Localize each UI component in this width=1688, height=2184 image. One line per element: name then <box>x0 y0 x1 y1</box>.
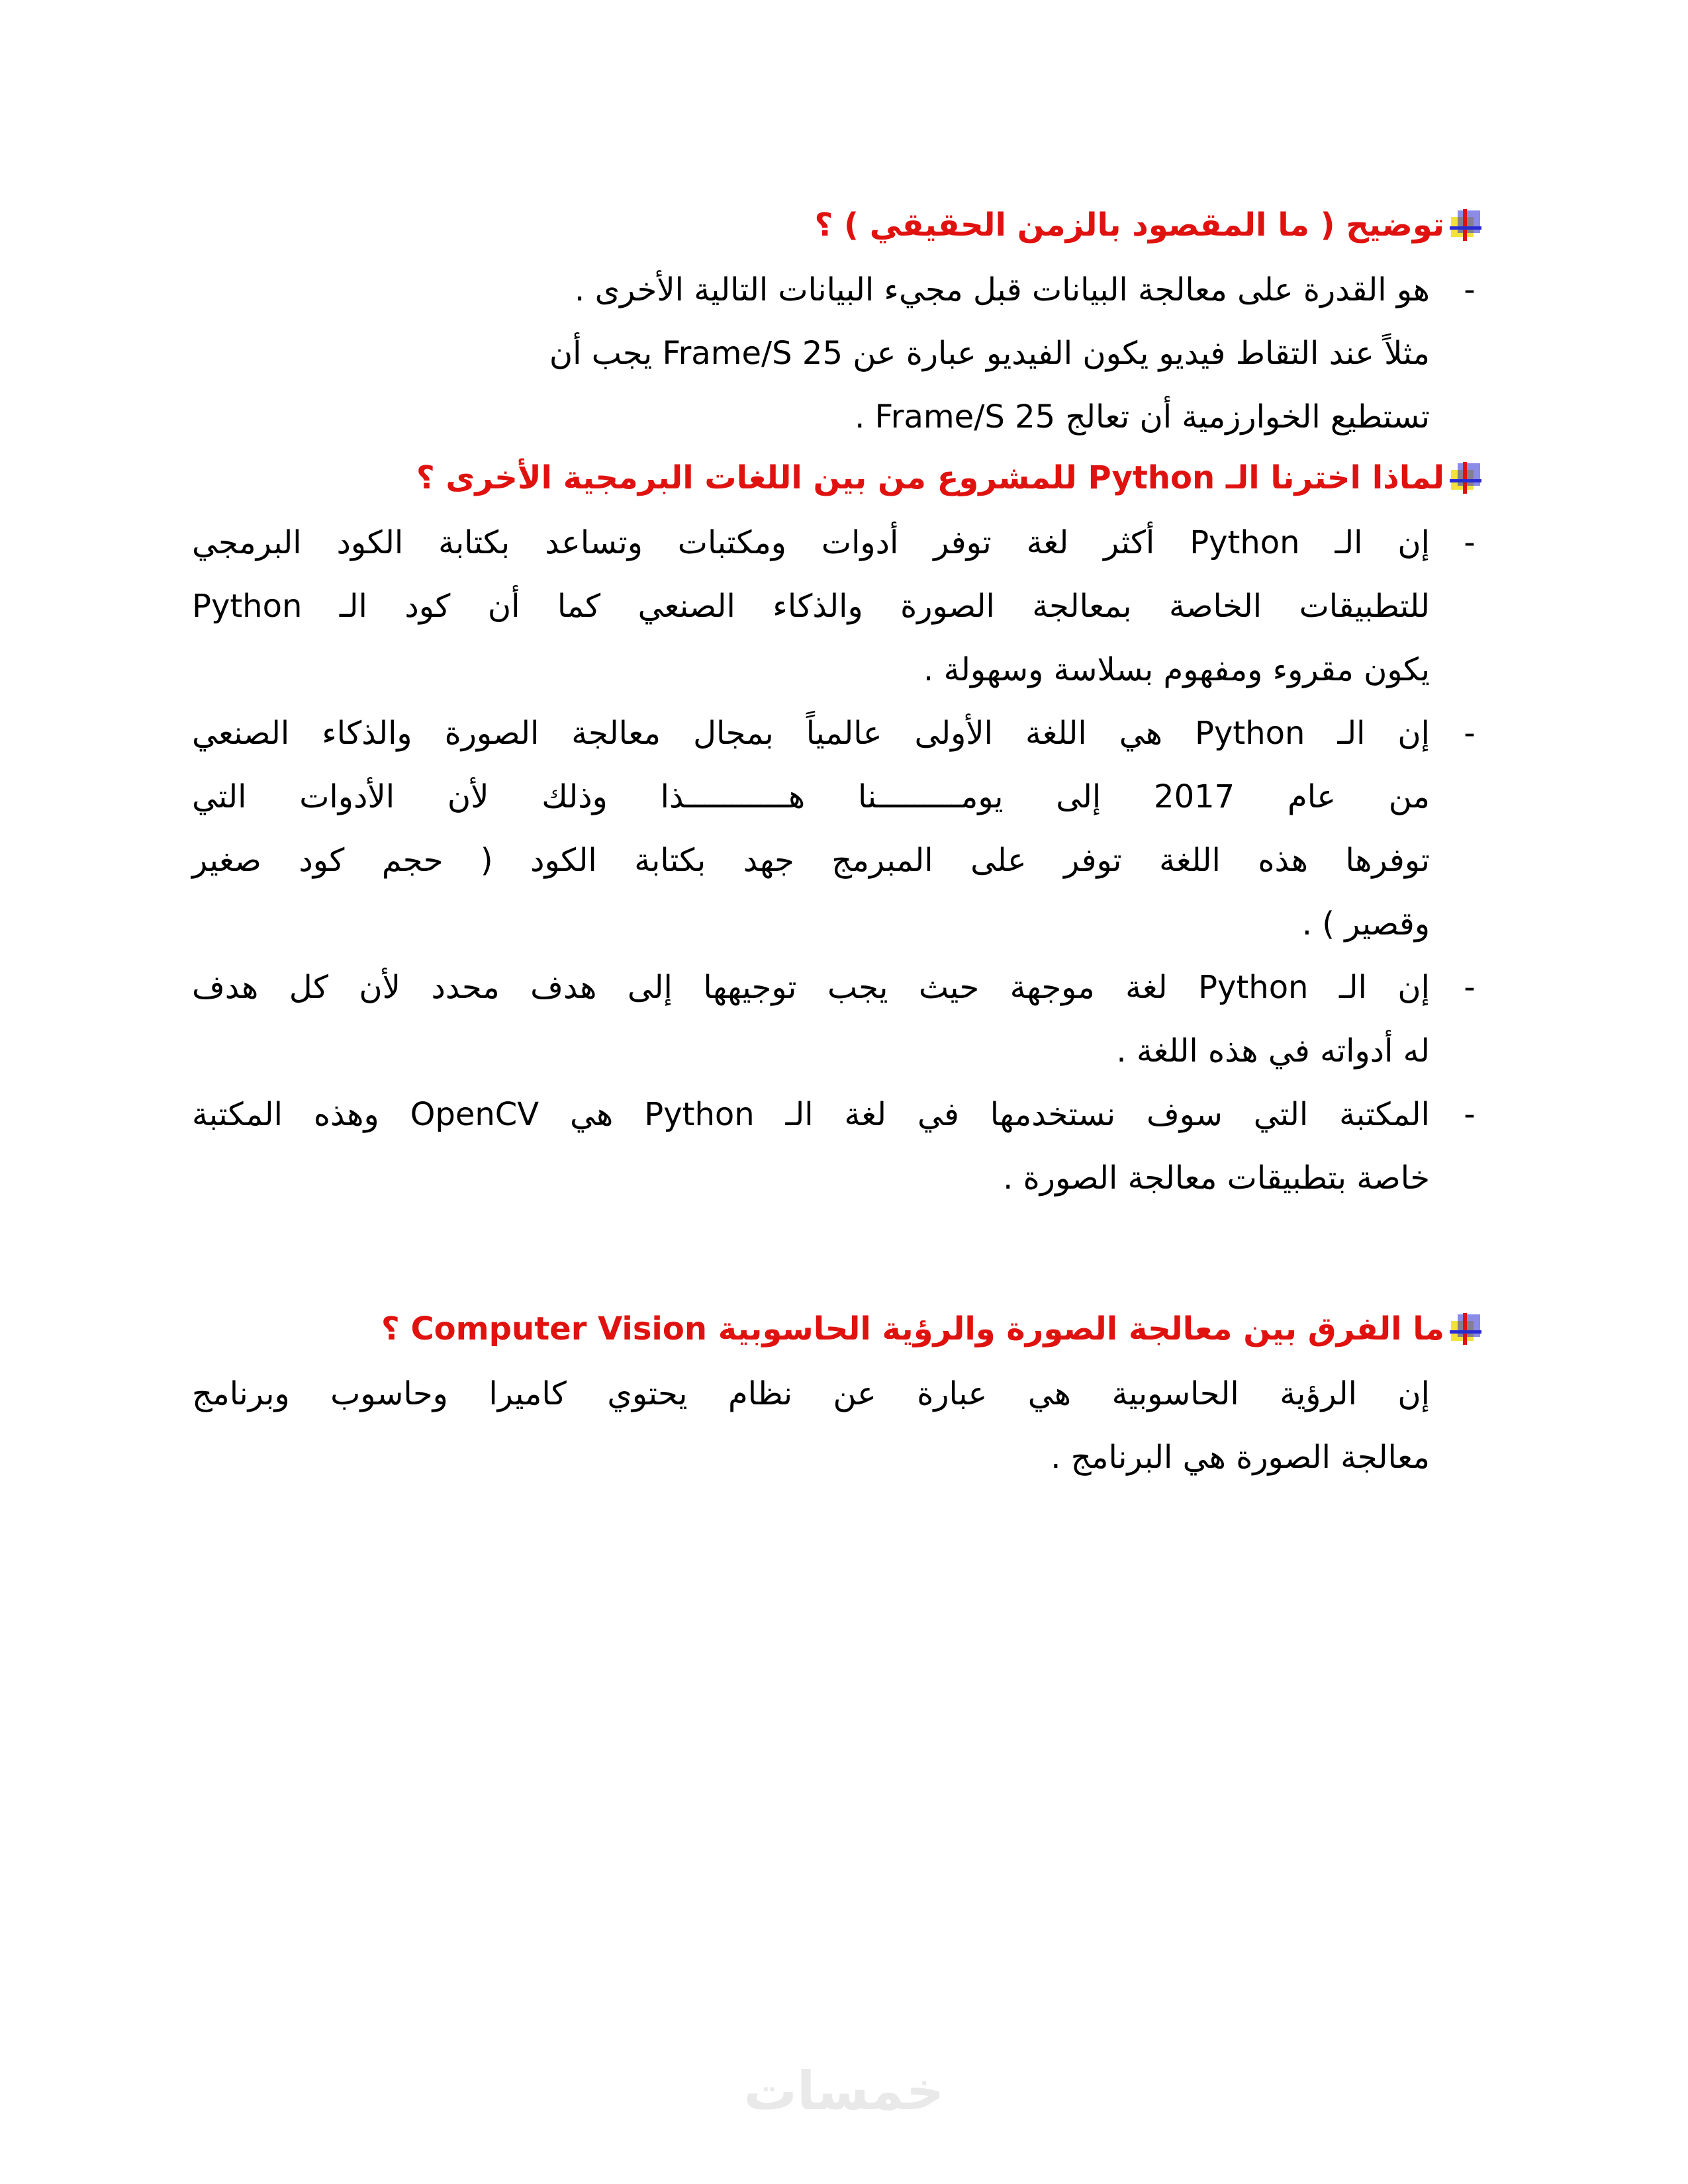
list-item <box>192 702 1483 956</box>
heading-text: ما الفرق بين معالجة الصورة والرؤية الحاسوبية Computer Vision ؟ <box>381 1310 1444 1347</box>
list-item-line: هو القدرة على معالجة البيانات قبل مجيء البيانات التالية الأخرى . <box>575 271 1430 308</box>
section-gap <box>192 1210 1483 1296</box>
list-item-line: إن الـ Python لغة موجهة حيث يجب توجيهها إلى هدف محدد لأن كل هدف <box>192 969 1430 1006</box>
section-heading-why-python <box>192 445 1483 511</box>
body-paragraph <box>192 1362 1483 1489</box>
section-heading-realtime <box>192 192 1483 258</box>
list-item-line: له أدواته في هذه اللغة . <box>1116 1032 1430 1069</box>
example-line: مثلاً عند التقاط فيديو يكون الفيديو عبارة عن 25 Frame/S يجب أن <box>549 335 1430 372</box>
list-item-line: من عام 2017 إلى يومـــــــــنا هـــــــــــذا وذلك لأن الأدوات التي <box>192 778 1430 815</box>
list-item <box>192 1083 1483 1210</box>
list-item-line: إن الـ Python هي اللغة الأولى عالمياً بمجال معالجة الصورة والذكاء الصنعي <box>192 715 1430 752</box>
list-item-line: المكتبة التي سوف نستخدمها في لغة الـ Python هي OpenCV وهذه المكتبة <box>192 1096 1430 1133</box>
list-item-line: يكون مقروء ومفهوم بسلاسة وسهولة . <box>923 651 1430 688</box>
bullet-square-icon <box>1448 461 1483 495</box>
paragraph-line: معالجة الصورة هي البرنامج . <box>1051 1439 1430 1476</box>
heading-text: توضيح ( ما المقصود بالزمن الحقيقي ) ؟ <box>814 206 1444 244</box>
example-line: تستطيع الخوارزمية أن تعالج 25 Frame/S . <box>855 398 1430 435</box>
list-item-line: وقصير ) . <box>1301 905 1430 942</box>
list-dash: - <box>1464 1096 1476 1133</box>
list-item-line: إن الـ Python أكثر لغة توفر أدوات ومكتبات وتساعد بكتابة الكود البرمجي <box>192 524 1430 561</box>
bullet-square-icon <box>1448 208 1483 242</box>
list-dash: - <box>1464 271 1476 308</box>
document-content <box>192 192 1483 1489</box>
list-item <box>192 956 1483 1083</box>
list-item-line: خاصة بتطبيقات معالجة الصورة . <box>1003 1160 1430 1197</box>
bullet-square-icon <box>1448 1312 1483 1346</box>
list-item <box>192 511 1483 702</box>
list-dash: - <box>1464 524 1476 561</box>
list-dash: - <box>1464 969 1476 1006</box>
section-heading-computer-vision <box>192 1296 1483 1362</box>
paragraph-line: إن الرؤية الحاسوبية هي عبارة عن نظام يحتوي كاميرا وحاسوب وبرنامج <box>192 1375 1430 1412</box>
example-paragraph <box>192 322 1483 449</box>
watermark-logo: خمسات <box>743 2060 945 2122</box>
list-item-line: للتطبيقات الخاصة بمعالجة الصورة والذكاء الصنعي كما أن كود الـ Python <box>192 588 1430 625</box>
list-dash: - <box>1464 715 1476 752</box>
heading-text: لماذا اخترنا الـ Python للمشروع من بين اللغات البرمجية الأخرى ؟ <box>416 459 1444 496</box>
list-item <box>192 258 1483 322</box>
list-item-line: توفرها هذه اللغة توفر على المبرمج جهد بكتابة الكود ( حجم كود صغير <box>192 842 1430 879</box>
